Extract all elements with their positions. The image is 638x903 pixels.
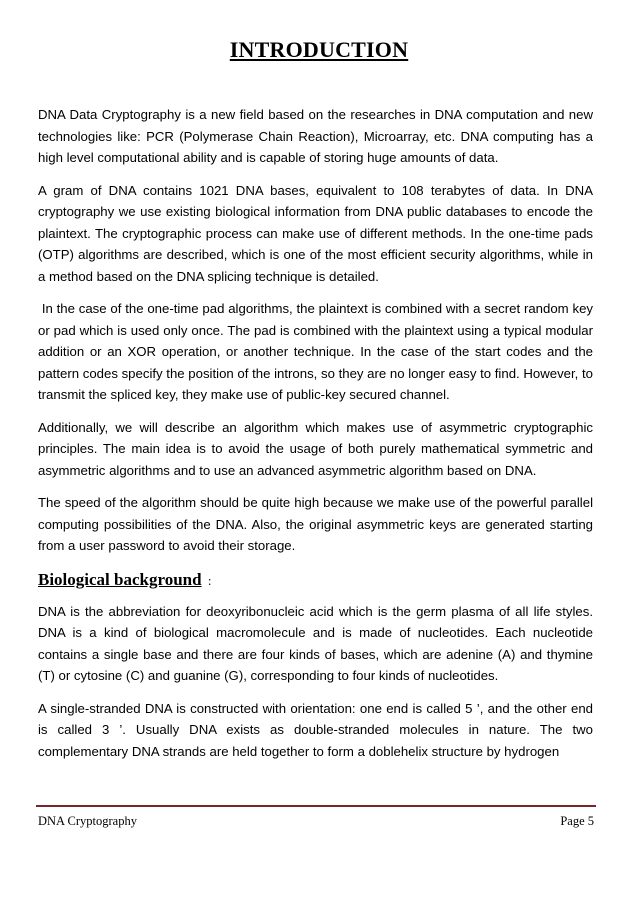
paragraph-5: The speed of the algorithm should be quite high because we make use of the powerful parallel computing possibilities of the DNA. Also, the original asymmetric keys are generated starting from a user password to avoid their storage.	[38, 495, 593, 553]
section-heading	[38, 568, 593, 593]
paragraph-4: Additionally, we will describe an algorithm which makes use of asymmetric cryptographic principles. The main idea is to avoid the usage of both purely mathematical symmetric and asymmetric algorithms and to use an advanced asymmetric algorithm based on DNA.	[38, 419, 593, 478]
footer-document-title: DNA Cryptography	[38, 814, 137, 828]
section-paragraph-1: DNA is the abbreviation for deoxyribonucleic acid which is the germ plasma of all life styles. DNA is a kind of biological macromolecule and is made of nucleotides. Each nucleotide contains a single base and there are four kinds of bases, which are adenine (A) and thymine (T) or cytosine (C) and guanine (G), corresponding to four kinds of nucleotides.	[38, 603, 593, 683]
section-heading-colon: :	[207, 572, 212, 588]
paragraph-2: A gram of DNA contains 1021 DNA bases, equivalent to 108 terabytes of data. In DNA cryptography we use existing biological information from DNA public databases to encode the plaintext. The cryptographic process can make use of different methods. In the one-time pads (OTP) algorithms are described, which is one of the most efficient security algorithms, while in a method based on the DNA splicing technique is detailed.	[38, 182, 593, 284]
paragraph-1: DNA Data Cryptography is a new field based on the researches in DNA computation and new technologies like: PCR (Polymerase Chain Reaction), Microarray, etc. DNA computing has a high level computational ability and is capable of storing huge amounts of data.	[38, 107, 593, 165]
section-heading-text: Biological background	[38, 569, 202, 589]
footer-divider	[36, 805, 596, 807]
document-body	[38, 104, 597, 773]
paragraph-3: In the case of the one-time pad algorithms, the plaintext is combined with a secret random key or pad which is used only once. The pad is combined with the plaintext using a typical modular addition or an XOR operation, or another technique. In the case of the start codes and the pattern codes specify the position of the introns, so they are no longer easy to find. However, to transmit the spliced key, they make use of public-key secured channel.	[38, 301, 597, 402]
footer-page-number: Page 5	[560, 814, 594, 828]
page-title: INTRODUCTION	[229, 37, 409, 62]
section-paragraph-2: A single-stranded DNA is constructed with orientation: one end is called 5 ’, and the other end is called 3 ’. Usually DNA exists as double-stranded molecules in nature. The two complementary DNA strands are held together to form a doblehelix structure by hydrogen	[38, 700, 593, 759]
